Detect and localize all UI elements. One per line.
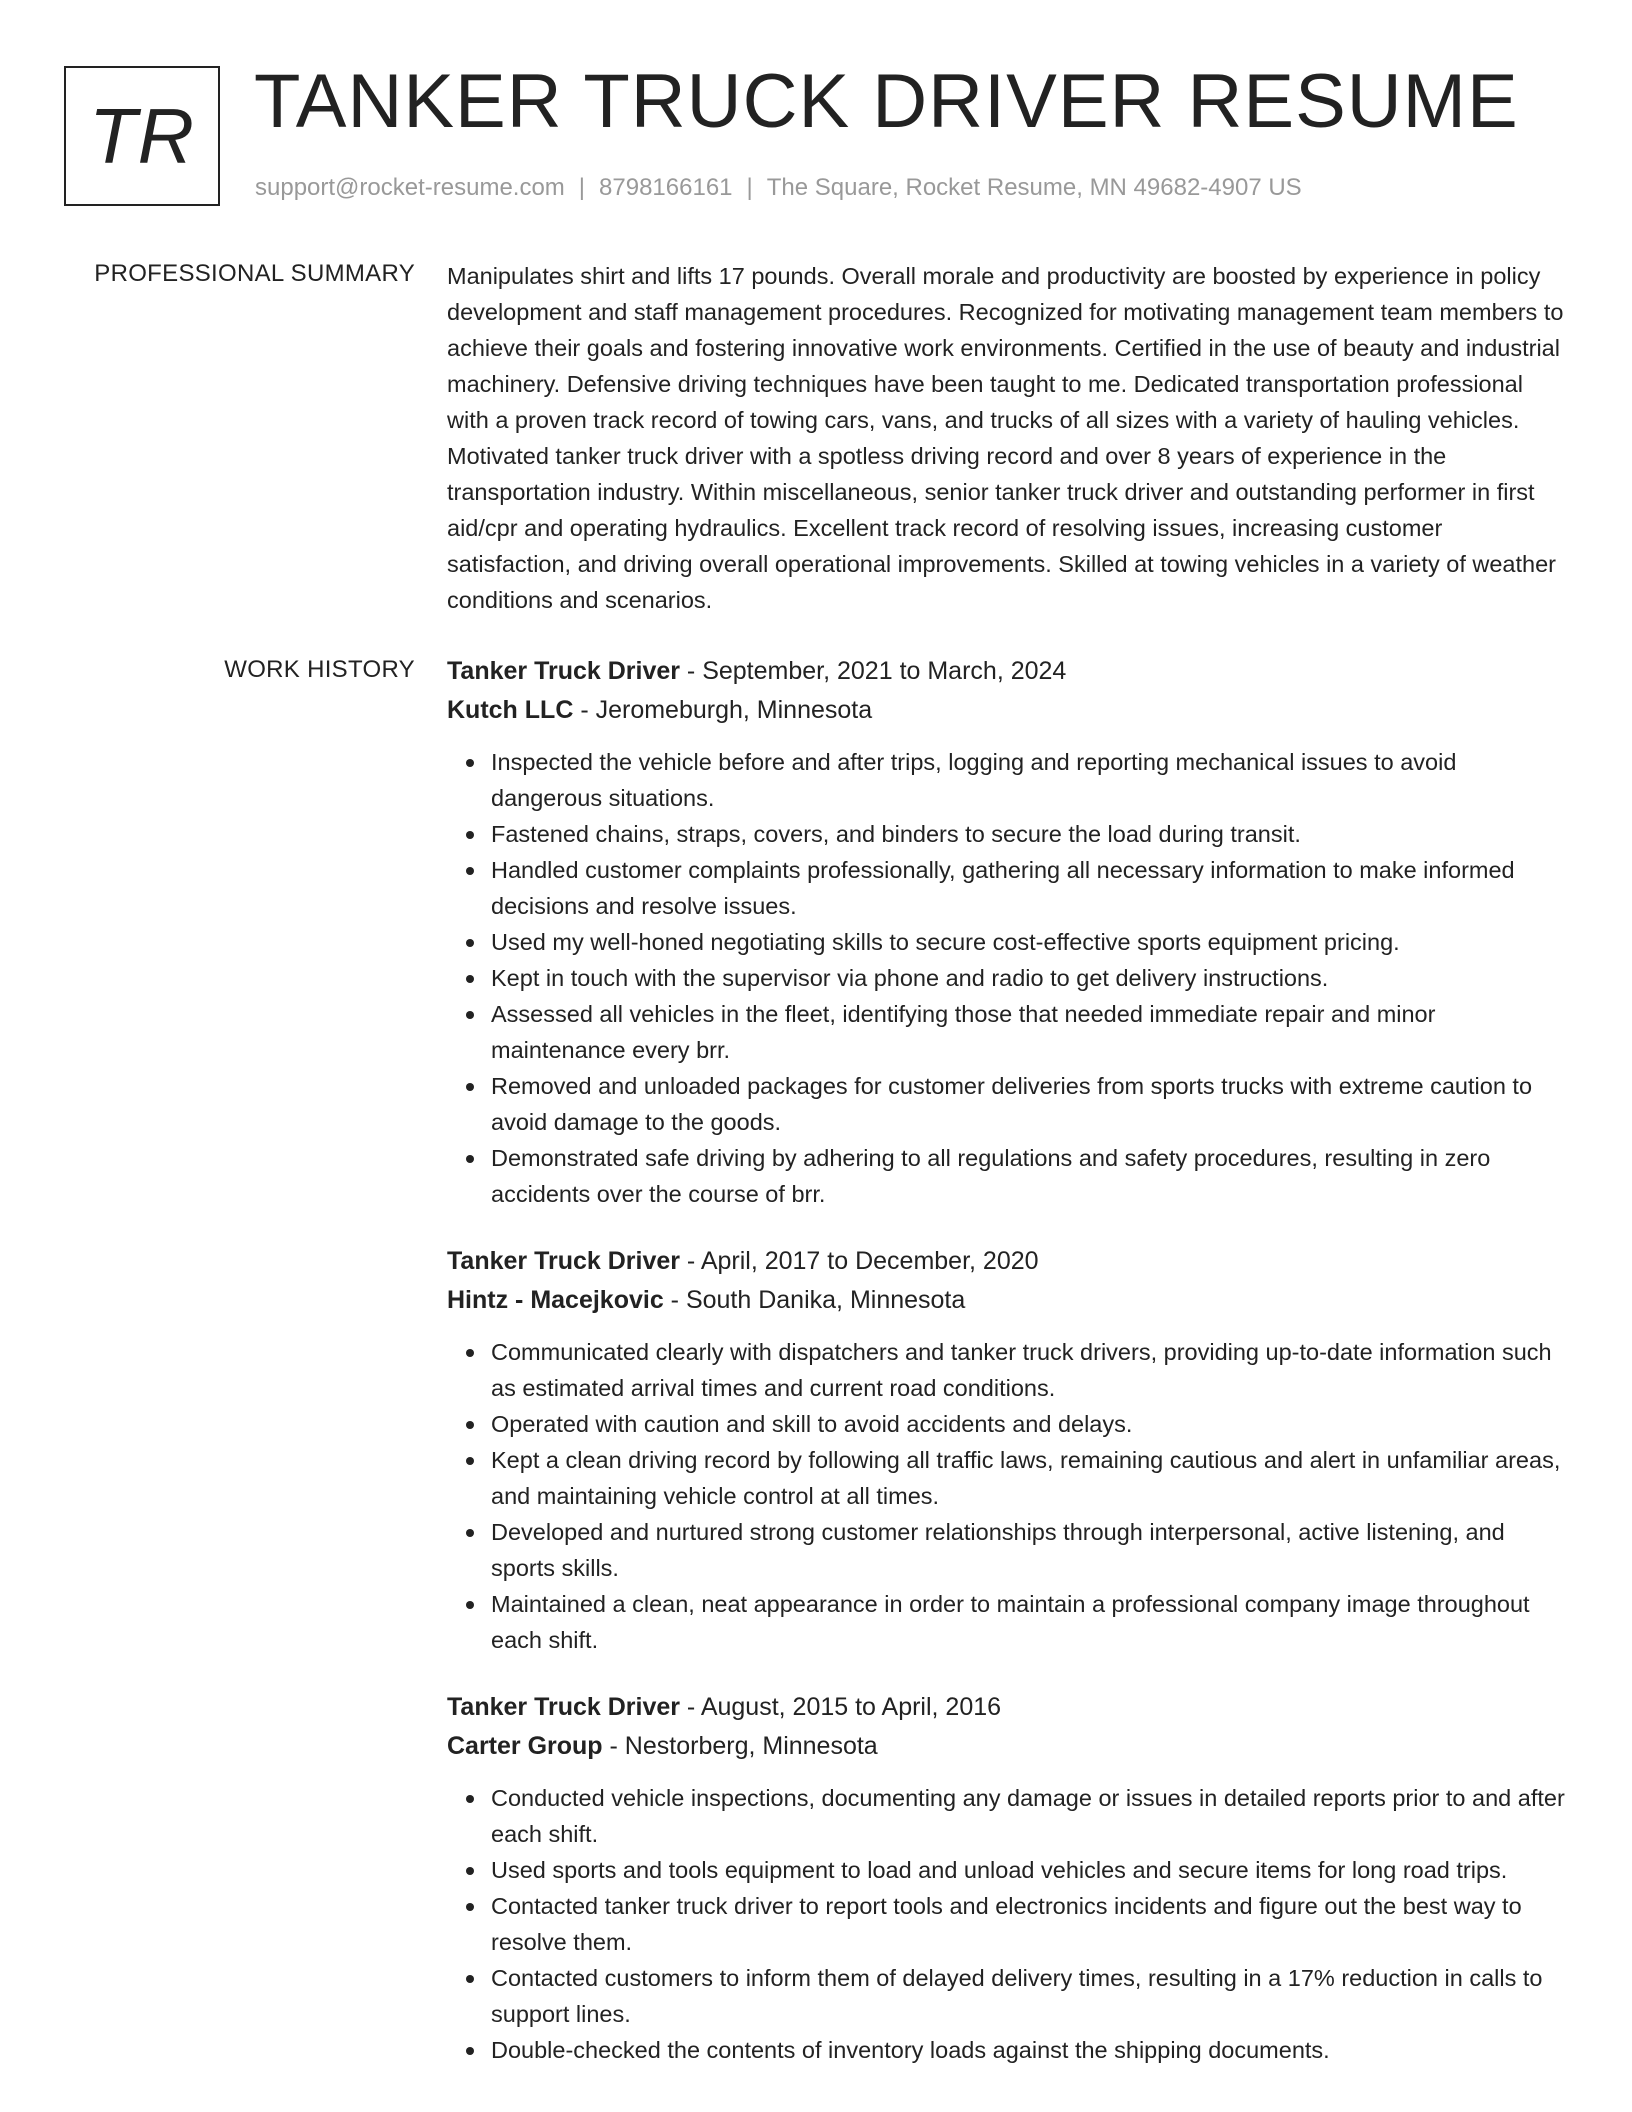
job-title-line (447, 652, 1569, 691)
job-title-line (447, 1688, 1569, 1727)
summary-body (447, 258, 1569, 618)
job-bullets (447, 1334, 1569, 1658)
job-dates: - September, 2021 to March, 2024 (679, 657, 1067, 685)
job-title: Tanker Truck Driver (447, 1693, 680, 1721)
job-entry (447, 1688, 1569, 2068)
job-location: - Jeromeburgh, Minnesota (573, 696, 873, 724)
job-bullets (447, 1780, 1569, 2068)
monogram-box (64, 66, 220, 206)
work-history-body (447, 652, 1569, 2098)
job-entry (447, 652, 1569, 1212)
job-bullet: Kept a clean driving record by following all traffic laws, remaining cautious and alert in unfamiliar areas, and maintaining vehicle control at all times. (491, 1442, 1569, 1514)
job-bullet: Handled customer complaints professionally, gathering all necessary information to make informed decisions and resolve issues. (491, 852, 1569, 924)
job-bullet: Conducted vehicle inspections, documenting any damage or issues in detailed reports prior to and after each shift. (491, 1780, 1569, 1852)
job-company-line (447, 1281, 1569, 1320)
job-bullet: Assessed all vehicles in the fleet, identifying those that needed immediate repair and minor maintenance every brr. (491, 996, 1569, 1068)
job-title: Tanker Truck Driver (447, 657, 680, 685)
job-bullet: Communicated clearly with dispatchers and tanker truck drivers, providing up-to-date information such as estimated arrival times and current road conditions. (491, 1334, 1569, 1406)
job-company: Carter Group (447, 1732, 603, 1760)
job-bullet: Contacted tanker truck driver to report tools and electronics incidents and figure out the best way to resolve them. (491, 1888, 1569, 1960)
job-bullet: Used sports and tools equipment to load and unload vehicles and secure items for long road trips. (491, 1852, 1569, 1888)
summary-label: PROFESSIONAL SUMMARY (94, 260, 415, 287)
work-history-label: WORK HISTORY (224, 656, 415, 683)
contact-phone[interactable]: 8798166161 (599, 174, 733, 201)
job-title-line (447, 1242, 1569, 1281)
job-title: Tanker Truck Driver (447, 1247, 680, 1275)
job-bullet: Operated with caution and skill to avoid accidents and delays. (491, 1406, 1569, 1442)
job-company-line (447, 1727, 1569, 1766)
job-company-line (447, 691, 1569, 730)
job-bullet: Inspected the vehicle before and after trips, logging and reporting mechanical issues to avoid dangerous situations. (491, 744, 1569, 816)
contact-address: The Square, Rocket Resume, MN 49682-4907 US (766, 174, 1302, 201)
monogram-initials: TR (89, 91, 195, 180)
job-location: - South Danika, Minnesota (663, 1286, 966, 1314)
job-bullet: Contacted customers to inform them of delayed delivery times, resulting in a 17% reduction in calls to support lines. (491, 1960, 1569, 2032)
job-location: - Nestorberg, Minnesota (602, 1732, 878, 1760)
contact-separator: | (578, 174, 586, 201)
job-bullet: Demonstrated safe driving by adhering to all regulations and safety procedures, resulting in zero accidents over the course of brr. (491, 1140, 1569, 1212)
page-title: TANKER TRUCK DRIVER RESUME (254, 59, 1519, 144)
job-bullet: Used my well-honed negotiating skills to secure cost-effective sports equipment pricing. (491, 924, 1569, 960)
contact-email[interactable]: support@rocket-resume.com (255, 174, 565, 201)
job-bullet: Fastened chains, straps, covers, and binders to secure the load during transit. (491, 816, 1569, 852)
summary-text: Manipulates shirt and lifts 17 pounds. Overall morale and productivity are boosted by experience in policy development and staff management procedures. Recognized for motivating management team members to achieve their goals and fostering innovative work environments. Certified in the use of beauty and industrial machinery. Defensive driving techniques have been taught to me. Dedicated transportation professional with a proven track record of towing cars, vans, and trucks of all sizes with a variety of hauling vehicles. Motivated tanker truck driver with a spotless driving record and over 8 years of experience in the transportation industry. Within miscellaneous, senior tanker truck driver and outstanding performer in first aid/cpr and operating hydraulics. Excellent track record of resolving issues, increasing customer satisfaction, and driving overall operational improvements. Skilled at towing vehicles in a variety of weather conditions and scenarios. (447, 263, 1564, 613)
job-bullet: Developed and nurtured strong customer relationships through interpersonal, active listening, and sports skills. (491, 1514, 1569, 1586)
job-company: Hintz - Macejkovic (447, 1286, 664, 1314)
job-bullets (447, 744, 1569, 1212)
job-dates: - August, 2015 to April, 2016 (679, 1693, 1002, 1721)
job-entry (447, 1242, 1569, 1658)
job-dates: - April, 2017 to December, 2020 (679, 1247, 1039, 1275)
job-bullet: Kept in touch with the supervisor via phone and radio to get delivery instructions. (491, 960, 1569, 996)
job-bullet: Maintained a clean, neat appearance in order to maintain a professional company image throughout each shift. (491, 1586, 1569, 1658)
job-bullet: Double-checked the contents of inventory loads against the shipping documents. (491, 2032, 1569, 2068)
job-company: Kutch LLC (447, 696, 574, 724)
contact-line (255, 174, 1302, 202)
job-bullet: Removed and unloaded packages for customer deliveries from sports trucks with extreme caution to avoid damage to the goods. (491, 1068, 1569, 1140)
contact-separator: | (746, 174, 753, 201)
